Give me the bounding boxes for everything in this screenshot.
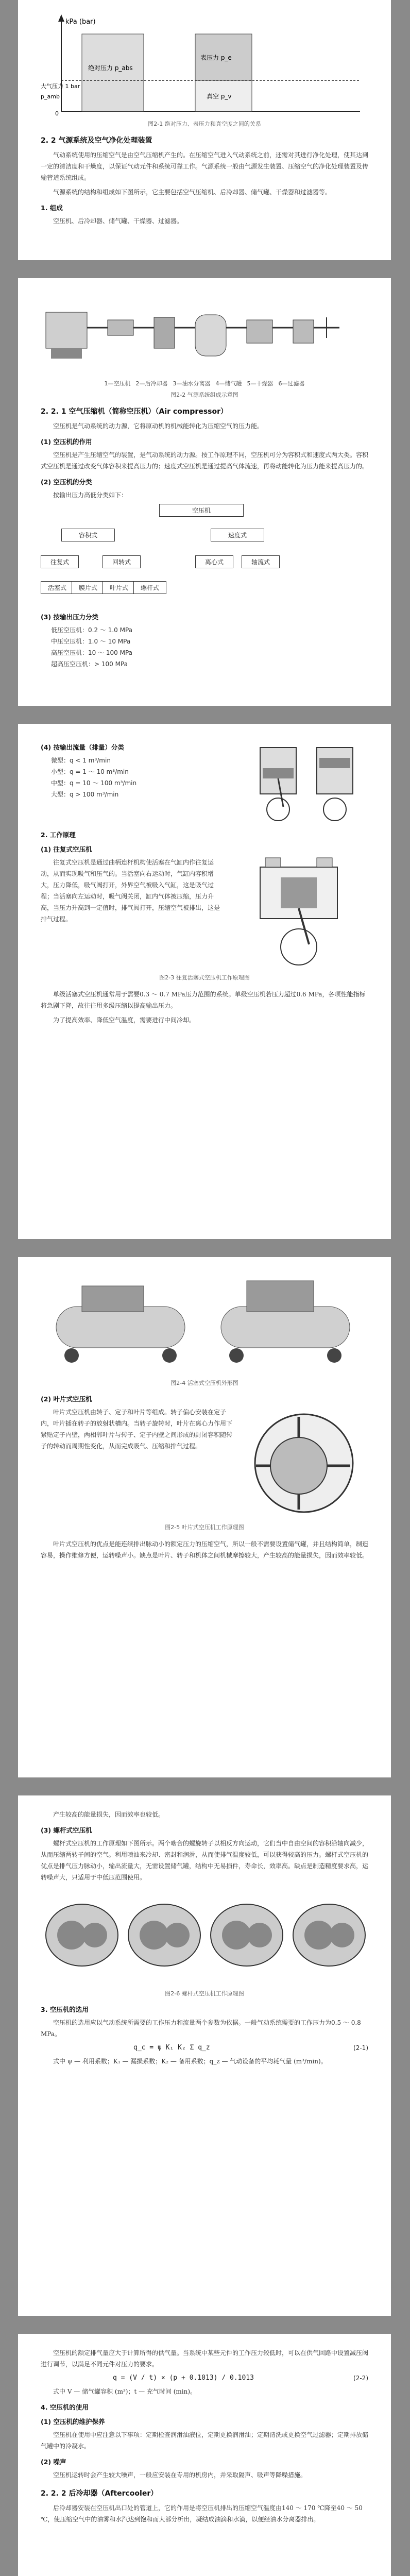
- section-heading: 2. 2. 2 后冷却器（Aftercooler）: [41, 2489, 158, 2498]
- document-page-5: [18, 1795, 391, 2316]
- tree-node: 叶片式: [102, 581, 135, 594]
- air-source-system-figure: [41, 292, 368, 379]
- formula: q = (V / t) × (p + 0.1013) / 0.1013: [113, 2374, 254, 2382]
- tree-node: 往复式: [41, 555, 79, 568]
- paragraph: 螺杆式空压机的工作原理如下图所示。两个啮合的螺旋转子以相反方向运动，它们当中自由空间的容积沿轴向减少，从而压缩两转子间的空气。利用喷油来冷却、密封和润滑，从而使排气温度较低，可以获得较高的压力。螺杆式空压机的优点是排气压力脉动小，输出流量大，无需设置储气罐，结构中无易损件，寿命长，效率高。缺点是制造精度要求高，运转噪声大，只适用于中低压范围使用。: [41, 1840, 369, 1881]
- tree-node: 速度式: [211, 529, 264, 541]
- paragraph: 空压机在使用中应注意以下事项：定期检查润滑油液位，定期更换润滑油；定期清洗或更换空气过滤器；定期排放储气罐中的冷凝水。: [41, 2431, 369, 2450]
- section-heading: 2. 2 气源系统及空气净化处理装置: [41, 137, 152, 145]
- paragraph: 为了提高效率、降低空气温度，需要进行中间冷却。: [53, 1016, 196, 1024]
- list-item: 低压空压机：0.2 ～ 1.0 MPa: [51, 626, 133, 634]
- subheading: 3. 空压机的选用: [41, 2006, 89, 2013]
- tree-root: 空压机: [159, 504, 244, 517]
- list-item: 超高压空压机：> 100 MPa: [51, 660, 128, 668]
- pressure-diagram: [41, 13, 368, 116]
- paragraph: 后冷却器安装在空压机出口处的管道上，它的作用是将空压机排出的压缩空气温度由140 ～ 170 ℃降至40 ～ 50 ℃，使压缩空气中的油雾和水汽达到饱和而大部分析出，凝结成油滴和水滴，以便经油水分离器排出。: [41, 2504, 363, 2523]
- document-page-3: [18, 724, 391, 1239]
- list-item: 高压空压机：10 ～ 100 MPa: [51, 649, 133, 656]
- legend-label: 6—过滤器: [278, 380, 305, 387]
- equation-number: (2-1): [353, 2044, 368, 2052]
- y-axis-label: kPa (bar): [65, 18, 96, 26]
- document-page-4: [18, 1257, 391, 1777]
- tree-node: 离心式: [195, 555, 233, 568]
- subheading: (1) 往复式空压机: [41, 845, 92, 853]
- paragraph: 单级活塞式空压机通常用于需要0.3 ～ 0.7 MPa压力范围的系统。单级空压机若压力超过0.6 MPa，各项性能指标将急剧下降，故往往用多级压缩以提高输出压力。: [41, 991, 366, 1009]
- zero-label: 0: [55, 110, 59, 116]
- paragraph: 叶片式空压机的优点是能连续排出脉动小的额定压力的压缩空气，所以一般不需要设置储气罐，并且结构简单，制造容易，操作维修方便，运转噪声小。缺点是叶片、转子和机体之间机械摩擦较大，产生较高的能量损失，因而效率较低。: [41, 1540, 369, 1559]
- subheading: (2) 噪声: [41, 2458, 66, 2466]
- ambient-label: p_amb: [41, 93, 60, 100]
- subheading: 4. 空压机的使用: [41, 2403, 89, 2411]
- figure-caption: 图2-3 往复活塞式空压机工作原理图: [159, 974, 250, 981]
- figure-caption: 图2-1 绝对压力、表压力和真空度之间的关系: [148, 121, 261, 127]
- tree-node: 回转式: [102, 555, 141, 568]
- tree-node: 活塞式: [41, 581, 74, 594]
- document-page-2: [18, 278, 391, 706]
- compressor-photos: [41, 1270, 368, 1374]
- subheading: 2. 工作原理: [41, 831, 76, 839]
- subheading: 1. 组成: [41, 204, 63, 212]
- legend-label: 2—后冷却器: [135, 380, 168, 387]
- absolute-pressure-label: 绝对压力 p_abs: [88, 64, 133, 72]
- figure-caption: 图2-5 叶片式空压机工作原理图: [165, 1524, 244, 1531]
- paragraph: 空压机的选用应以气动系统所需要的工作压力和流量两个参数为依据。一般气动系统需要的工作压力为0.5 ～ 0.8 MPa。: [41, 2019, 361, 2038]
- paragraph: 空压机是气动系统的动力源，它将原动机的机械能转化为压缩空气的压力能。: [53, 422, 264, 430]
- subheading: (3) 按输出压力分类: [41, 613, 98, 621]
- figure-caption: 图2-4 活塞式空压机外形图: [170, 1380, 238, 1386]
- list-item: 大型：q > 100 m³/min: [51, 791, 119, 798]
- classification-tree: [41, 504, 368, 607]
- piston-compressor-figure: [234, 737, 368, 825]
- gauge-pressure-label: 表压力 p_e: [200, 54, 232, 61]
- paragraph: 空压机的额定排气量应大于计算所得的供气量。当系统中某些元件的工作压力较低时，可以在供气回路中设置减压阀进行调节，以满足不同元件对压力的要求。: [41, 2349, 369, 2368]
- formula: q_c = ψ K₁ K₂ Σ q_z: [133, 2044, 210, 2052]
- list-item: 中压空压机：1.0 ～ 10 MPa: [51, 638, 131, 645]
- document-page-1: [18, 0, 391, 260]
- figure-caption: 图2-6 螺杆式空压机工作原理图: [165, 1990, 244, 1997]
- list-item: 微型：q < 1 m³/min: [51, 757, 111, 764]
- legend-label: 4—储气罐: [215, 380, 242, 387]
- paragraph: 叶片式空压机由转子、定子和叶片等组成。转子偏心安装在定子内，叶片插在转子的放射状槽内。当转子旋转时，叶片在离心力作用下紧贴定子内壁，两相邻叶片与转子、定子内壁之间形成的封闭容积随转子的转动而周期性变化，从而完成吸气、压缩和排气过程。: [41, 1409, 233, 1450]
- paragraph: 往复式空压机是通过曲柄连杆机构使活塞在气缸内作往复运动，从而实现吸气和压气的。当活塞向右运动时，气缸内容积增大，压力降低，吸气阀打开，外界空气被吸入气缸，这是吸气过程；当活塞向左运动时，吸气阀关闭，缸内气体被压缩，压力升高，当压力升高到一定值时，排气阀打开，压缩空气被排出，这是排气过程。: [41, 859, 220, 923]
- subheading: (2) 空压机的分类: [41, 478, 92, 486]
- vane-compressor-figure: [240, 1406, 368, 1520]
- screw-compressor-figure: [41, 1886, 368, 1984]
- legend-label: 1—空压机: [104, 380, 131, 387]
- tree-node: 螺杆式: [133, 581, 166, 594]
- paragraph: 空压机、后冷却器、储气罐、干燥器、过滤器。: [53, 217, 183, 225]
- paragraph: 产生较高的能量损失，因而效率也较低。: [53, 1811, 165, 1818]
- subheading: (1) 空压机的维护保养: [41, 2418, 105, 2426]
- paragraph: 空压机是产生压缩空气的装置，是气动系统的动力源。按工作原理不同，空压机可分为容积式和速度式两大类。容积式空压机是通过改变气体容积来提高压力的；速度式空压机是通过提高气体流速，再将动能转化为压力能来提高压力的。: [41, 451, 369, 470]
- tree-node: 膜片式: [72, 581, 105, 594]
- subheading: (4) 按输出流量（排量）分类: [41, 743, 124, 751]
- list-item: 中型：q = 10 ～ 100 m³/min: [51, 779, 137, 787]
- subheading: (2) 叶片式空压机: [41, 1395, 92, 1403]
- section-heading: 2. 2. 1 空气压缩机（简称空压机）（Air compressor）: [41, 408, 228, 416]
- vacuum-label: 真空 p_v: [207, 93, 232, 100]
- tree-node: 轴流式: [242, 555, 280, 568]
- document-page-6: [18, 2334, 391, 2576]
- list-item: 小型：q = 1 ～ 10 m³/min: [51, 768, 129, 775]
- paragraph: 按输出压力高低分类如下：: [53, 492, 128, 499]
- paragraph: 空压机运转时会产生较大噪声，一般应安装在专用的机房内，并采取隔声、吸声等降噪措施。: [53, 2471, 307, 2479]
- paragraph: 气源系统的结构和组成如下图所示，它主要包括空气压缩机、后冷却器、储气罐、干燥器和过滤器等。: [53, 189, 332, 196]
- paragraph: 气动系统使用的压缩空气是由空气压缩机产生的。在压缩空气进入气动系统之前，还需对其进行净化处理，使其达到一定的清洁度和干燥度，以保证气动元件和系统可靠工作。气源系统一般由气源发生装置、压缩空气的净化处理装置及传输管道系统组成。: [41, 151, 369, 181]
- subheading: (1) 空压机的作用: [41, 438, 92, 446]
- equation-number: (2-2): [353, 2374, 368, 2382]
- atmosphere-label: 大气压力 1 bar: [41, 83, 80, 90]
- reciprocating-diagram: [229, 857, 368, 970]
- legend-label: 5—干燥器: [247, 380, 274, 387]
- figure-caption: 图2-2 气源系统组成示意图: [170, 392, 238, 398]
- tree-node: 容积式: [61, 529, 115, 541]
- paragraph: 式中 V — 储气罐容积 (m³)；t — 充气时间 (min)。: [53, 2388, 197, 2395]
- subheading: (3) 螺杆式空压机: [41, 1826, 92, 1834]
- paragraph: 式中 ψ — 利用系数；K₁ — 漏损系数；K₂ — 备用系数；q_z — 气动设备的平均耗气量 (m³/min)。: [53, 2058, 327, 2065]
- legend-label: 3—油水分离器: [173, 380, 211, 387]
